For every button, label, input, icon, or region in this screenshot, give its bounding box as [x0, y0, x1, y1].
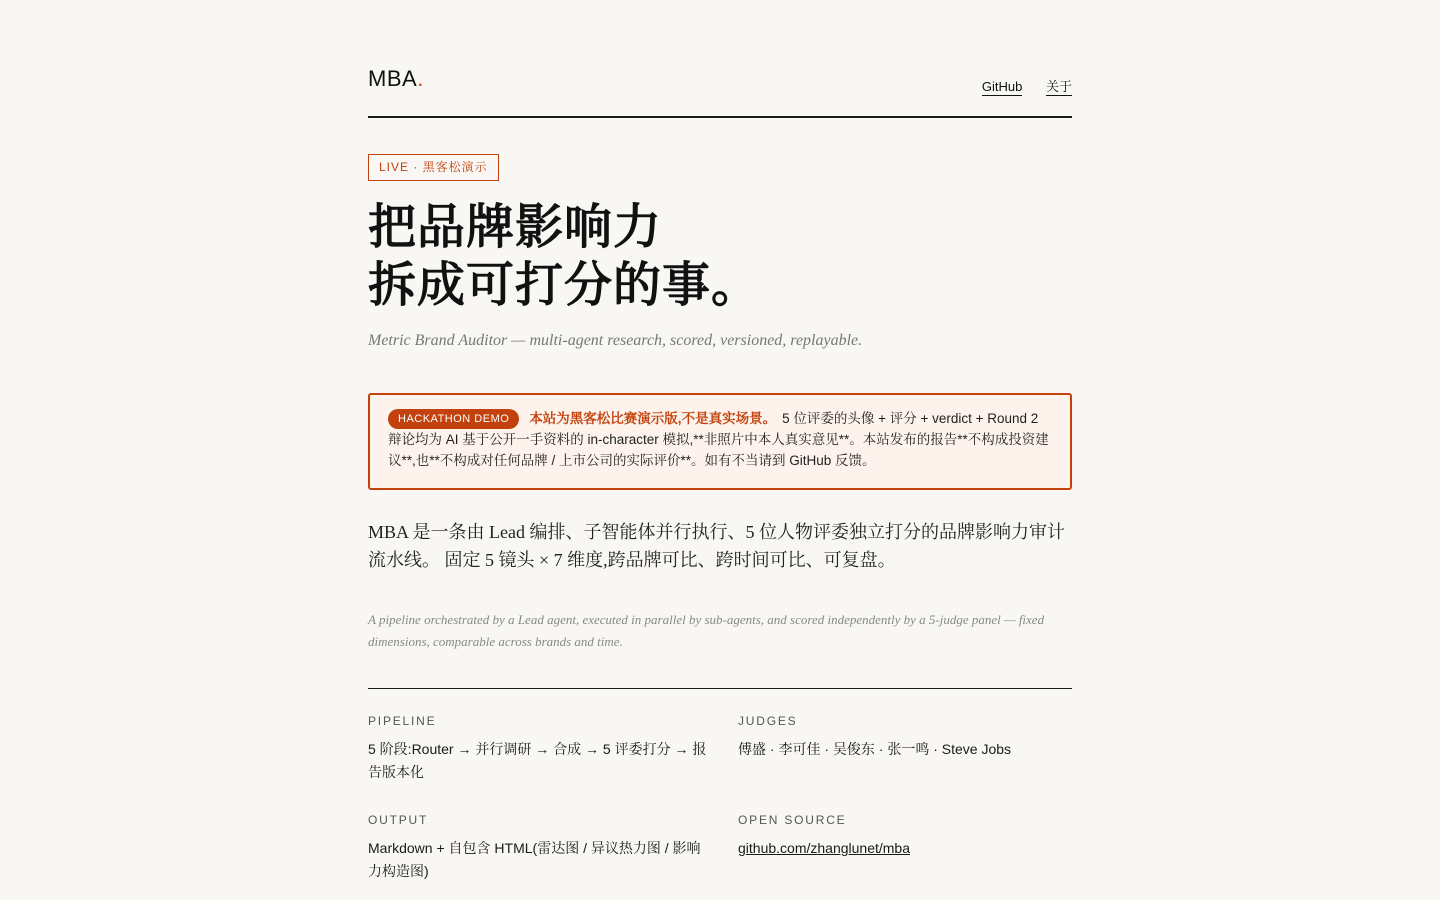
- hero-title-line1: 把品牌影响力: [368, 199, 663, 255]
- meta-open-source-value: [738, 837, 1078, 860]
- hero-title-line2: 拆成可打分的事。: [368, 257, 761, 313]
- hero-subtitle: Metric Brand Auditor — multi-agent research, scored, versioned, replayable.: [368, 332, 863, 349]
- meta-pipeline-value: 5 阶段:Router → 并行调研 → 合成 → 5 评委打分 → 报告版本化: [368, 741, 707, 780]
- meta-judges-value: 傅盛 · 李可佳 · 吴俊东 · 张一鸣 · Steve Jobs: [738, 741, 1012, 757]
- meta-judges: [738, 714, 1078, 761]
- intro-zh: MBA 是一条由 Lead 编排、子智能体并行执行、5 位人物评委独立打分的品牌影响力审计流水线。 固定 5 镜头 × 7 维度,跨品牌可比、跨时间可比、可复盘。: [368, 522, 1065, 570]
- meta-output-label: OUTPUT: [368, 813, 429, 827]
- meta-pipeline-label: PIPELINE: [368, 714, 437, 728]
- hero-title: [368, 198, 760, 314]
- nav-link-about[interactable]: 关于: [1045, 79, 1072, 94]
- meta-output: [368, 813, 708, 883]
- site-logo[interactable]: [368, 66, 424, 92]
- meta-open-source-label: OPEN SOURCE: [738, 813, 847, 827]
- meta-output-value: Markdown + 自包含 HTML(雷达图 / 异议热力图 / 影响力构造图): [368, 840, 701, 879]
- notice-body: 5 位评委的头像 + 评分 + verdict + Round 2 辩论均为 AI 基于公开一手资料的 in-character 模拟,**非照片中本人真实意见**。本站发布的报告**不构成投资建议**,也**不构成对任何品牌 / 上市公司的实际评价**。如有不当请到 GitHub 反馈。: [388, 411, 1049, 468]
- site-header: [368, 0, 1072, 118]
- meta-judges-label: JUDGES: [738, 714, 798, 728]
- notice-warning: 本站为黑客松比赛演示版,不是真实场景。: [529, 411, 777, 426]
- hackathon-demo-pill: HACKATHON DEMO: [388, 409, 519, 429]
- section-divider: [368, 688, 1072, 689]
- intro-en: A pipeline orchestrated by a Lead agent, executed in parallel by sub-agents, and scored independently by a 5-judge panel — fixed dimensions, comparable across brands and time.: [368, 612, 1045, 649]
- demo-notice: [368, 393, 1072, 490]
- logo-text: MBA: [368, 66, 418, 91]
- nav-link-github[interactable]: GitHub: [981, 79, 1023, 94]
- live-badge: LIVE · 黑客松演示: [368, 154, 499, 181]
- meta-pipeline: [368, 714, 708, 784]
- top-nav: [962, 76, 1072, 95]
- logo-dot: .: [417, 66, 424, 91]
- github-repo-link[interactable]: github.com/zhanglunet/mba: [738, 840, 910, 856]
- meta-open-source: [738, 813, 1078, 860]
- page-container: [368, 0, 1072, 879]
